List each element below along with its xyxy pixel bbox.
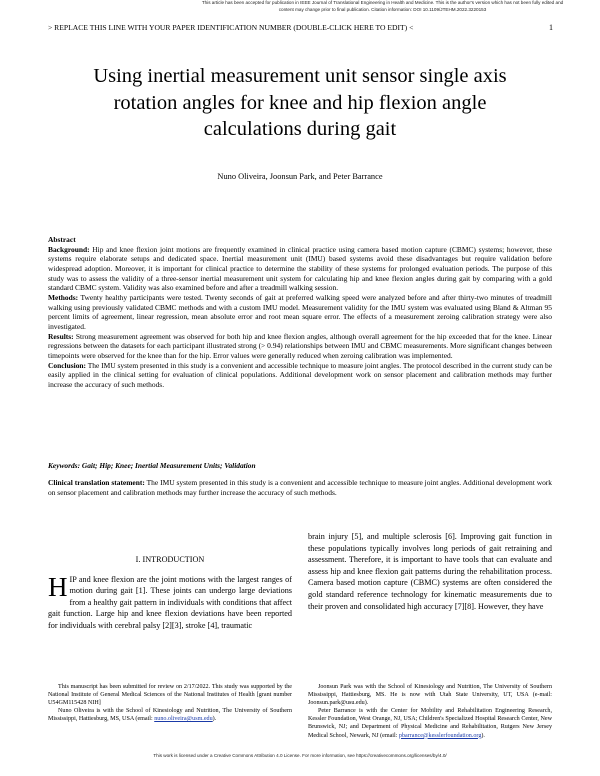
- footnote-left: [48, 683, 292, 723]
- header-replace-line: > REPLACE THIS LINE WITH YOUR PAPER IDENTIFICATION NUMBER (DOUBLE-CLICK HERE TO EDIT) <: [48, 23, 414, 32]
- intro-left-text: IP and knee flexion are the joint motions with the largest ranges of motion during gait [1]. These joints can undergo large deviations from a healthy gait pattern in individuals with conditions that affect gait function. Large hip and knee flexion deviations have been reported for individuals with cerebral palsy [2][3], stroke [4], traumatic: [48, 574, 292, 630]
- methods-text: Twenty healthy participants were tested. Twenty seconds of gait at preferred walking speed were analyzed before and after thirty-two minutes of treadmill walking using previously validated CBMC methods and with a custom IMU model. Measurement validity for the IMU system was evaluated using Bland & Altman 95 percent limits of agreement, linear regression, mean absolute error and root mean square error. The effects of a measurement zeroing calibration strategy were also investigated.: [48, 292, 552, 331]
- paper-authors: Nuno Oliveira, Joonsun Park, and Peter Barrance: [217, 172, 383, 181]
- footnote-right-p1: Joonsun Park was with the School of Kinesiology and Nutrition, The University of Southern Mississippi, Hattiesburg, MS. He is now with Utah State University, UT, USA (e-mail: Joonsun.park@usu.edu).: [308, 684, 552, 707]
- notice-line-2: content may change prior to final publication. Citation information: DOI 10.1109/JTEHM.2022.3220153: [278, 6, 487, 12]
- notice-line-1: This article has been accepted for publication in IEEE Journal of Translational Engineering in Health and Medicine. This is the author's version which has not been fully edited and: [201, 0, 564, 5]
- results-label: Results:: [48, 331, 74, 341]
- footnote-right: [308, 683, 552, 740]
- abstract-results: [48, 332, 552, 361]
- footnote-right-p2: Peter Barrance is with the Center for Mobility and Rehabilitation Engineering Research, Kessler Foundation, West Orange, NJ, USA; Children's Specialized Hospital Research Center, New Brunswick, NJ; and Department of Physical Medicine and Rehabilitation, Rutgers New Jersey Medical School, Newark, NJ (email: pbarrance@kesslerfoundation.org).: [308, 708, 552, 739]
- background-text: Hip and knee flexion joint motions are frequently examined in clinical practice using camera based motion capture (CBMC) systems; however, these systems require elaborate setups and dedicated space. Inertial measurement unit (IMU) based systems avoid these disadvantages but require validation before widespread adoption. Moreover, it is important for clinical practice to determine the stability of these systems for prolonged evaluation periods. The purpose of this study was to assess the validity of a three-sensor inertial measurement unit system for calculating hip and knee flexion angles during gait by comparing with a gold standard CBMC system. Validity was also examined before and after a treadmill walking session.: [48, 244, 552, 293]
- abstract-methods: [48, 293, 552, 332]
- publication-notice: [0, 0, 600, 13]
- results-text: Strong measurement agreement was observed for both hip and knee flexion angles, although overall agreement for the hip exceeded that for the knee. Linear regressions between the datasets for each participant illustrated strong (> 0.94) relationships between IMU and CBMC measurements. More significant changes between timepoints were observed for the knee than for the hip. Error values were generally reduced when zeroing calibration was implemented.: [48, 331, 552, 360]
- abstract-background: [48, 245, 552, 293]
- paper-title: Using inertial measurement unit sensor single axis rotation angles for knee and hip flexion angle calculations during gait: [93, 65, 507, 140]
- abstract-heading: Abstract: [48, 235, 76, 244]
- conclusion-text: The IMU system presented in this study is a convenient and accessible technique to measure joint angles. The protocol described in the current study can be easily applied in the clinical setting for evaluation of clinical populations. Additional development work on sensor placement and calibration methods may further increase the accuracy of such methods.: [48, 360, 552, 389]
- conclusion-label: Conclusion:: [48, 360, 87, 370]
- intro-right-column: [308, 531, 552, 612]
- intro-right-text: brain injury [5], and multiple sclerosis [6]. Improving gait function in these populations typically involves long periods of gait retraining and assessment. Therefore, it is important to have tools that can evaluate and assess hip and knee flexion gait patterns during the rehabilitation process. Camera based motion capture (CBMC) systems are often considered the gold standard reference technology for kinematic measurements due to their proven and consolidated high accuracy [7][8]. However, they have: [308, 532, 552, 611]
- clinical-translation-label: Clinical translation statement:: [48, 478, 145, 487]
- intro-left-column: [48, 554, 292, 632]
- footnote-left-p2: Nuno Oliveira is with the School of Kinesiology and Nutrition, The University of Southern Mississippi, Hattiesburg, MS, USA (email: nuno.oliveira@usm.edu).: [48, 708, 292, 723]
- background-label: Background:: [48, 244, 90, 254]
- abstract: [48, 235, 552, 390]
- page-number: 1: [549, 23, 553, 32]
- clinical-translation-text: The IMU system presented in this study is a convenient and accessible technique to measure joint angles. Additional development work on sensor placement and calibration methods may further increase the accuracy of such methods.: [48, 478, 552, 497]
- intro-heading: I. INTRODUCTION: [135, 555, 205, 564]
- license-footer: This work is licensed under a Creative Commons Attribution 4.0 License. For more information, see https://creativecommons.org/licenses/by/4.0/: [153, 753, 447, 758]
- methods-label: Methods:: [48, 292, 79, 302]
- keywords: Keywords: Gait; Hip; Knee; Inertial Measurement Units; Validation: [48, 461, 256, 470]
- footnote-left-p1: This manuscript has been submitted for review on 2/17/2022. This study was supported by the National Institute of General Medical Sciences of the National Institutes of Health [grant number U54GM115428 NIH]: [48, 684, 292, 707]
- email-link-oliveira[interactable]: nuno.oliveira@usm.edu: [154, 716, 213, 723]
- abstract-conclusion: [48, 361, 552, 390]
- intro-dropcap: H: [48, 571, 68, 602]
- email-link-barrance[interactable]: pbarrance@kesslerfoundation.org: [398, 732, 482, 739]
- clinical-translation-statement: [48, 478, 552, 498]
